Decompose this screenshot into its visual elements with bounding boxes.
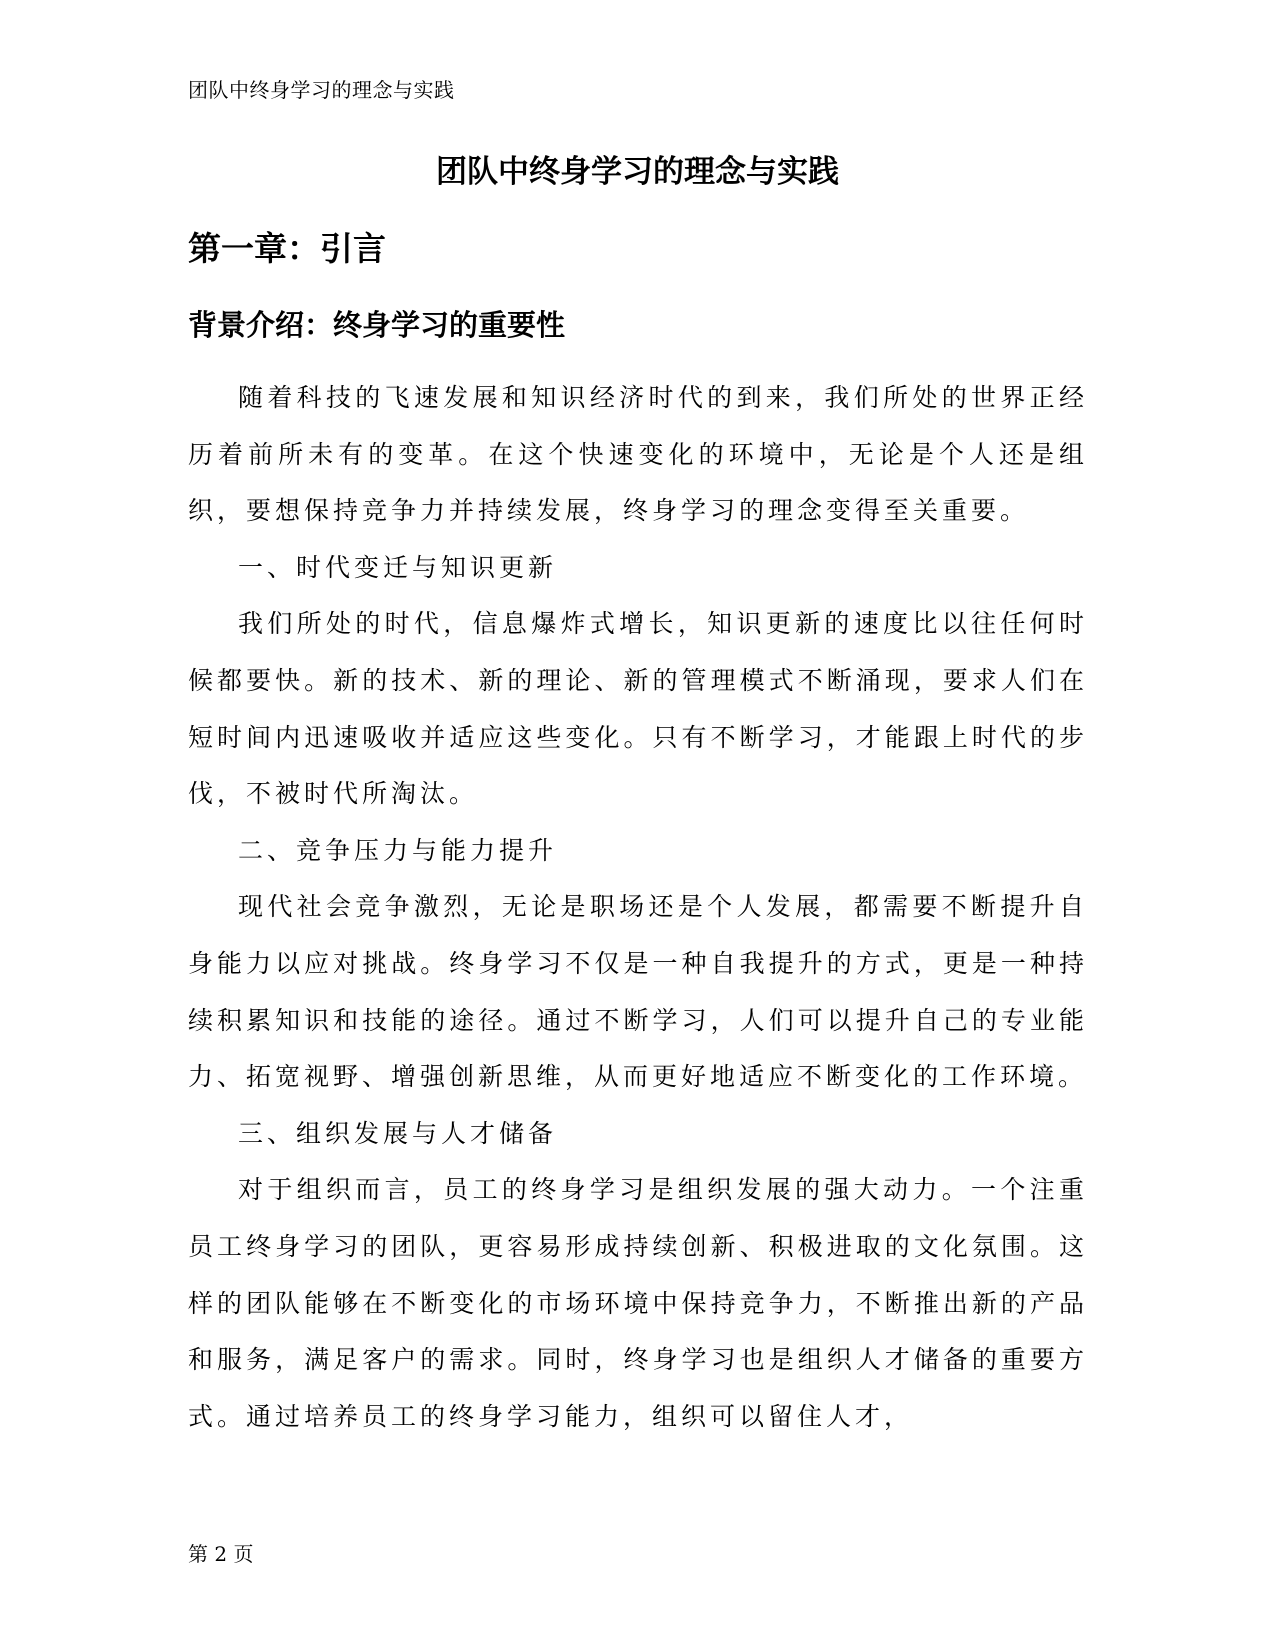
subheading-organization: 三、组织发展与人才储备: [238, 1118, 558, 1148]
body-text: [188, 370, 1088, 1445]
paragraph-era-change: 我们所处的时代，信息爆炸式增长，知识更新的速度比以往任何时候都要快。新的技术、新的理论、新的管理模式不断涌现，要求人们在短时间内迅速吸收并适应这些变化。只有不断学习，才能跟上时代的步伐，不被时代所淘汰。: [188, 609, 1088, 809]
running-header: 团队中终身学习的理念与实践: [188, 78, 455, 102]
subheading-era-change: 一、时代变迁与知识更新: [238, 552, 558, 582]
paragraph-intro: 随着科技的飞速发展和知识经济时代的到来，我们所处的世界正经历着前所未有的变革。在这个快速变化的环境中，无论是个人还是组织，要想保持竞争力并持续发展，终身学习的理念变得至关重要。: [188, 383, 1088, 526]
subheading-competition: 二、竞争压力与能力提升: [238, 835, 558, 865]
chapter-heading: 第一章：引言: [188, 229, 386, 268]
paragraph-organization: 对于组织而言，员工的终身学习是组织发展的强大动力。一个注重员工终身学习的团队，更容易形成持续创新、积极进取的文化氛围。这样的团队能够在不断变化的市场环境中保持竞争力，不断推出新的产品和服务，满足客户的需求。同时，终身学习也是组织人才储备的重要方式。通过培养员工的终身学习能力，组织可以留住人才，: [188, 1175, 1088, 1431]
section-heading: 背景介绍：终身学习的重要性: [188, 308, 566, 342]
paragraph-competition: 现代社会竞争激烈，无论是职场还是个人发展，都需要不断提升自身能力以应对挑战。终身学习不仅是一种自我提升的方式，更是一种持续积累知识和技能的途径。通过不断学习，人们可以提升自己的专业能力、拓宽视野、增强创新思维，从而更好地适应不断变化的工作环境。: [188, 892, 1088, 1092]
page-number: 第 2 页: [188, 1542, 254, 1566]
document-title: 团队中终身学习的理念与实践: [436, 154, 839, 190]
